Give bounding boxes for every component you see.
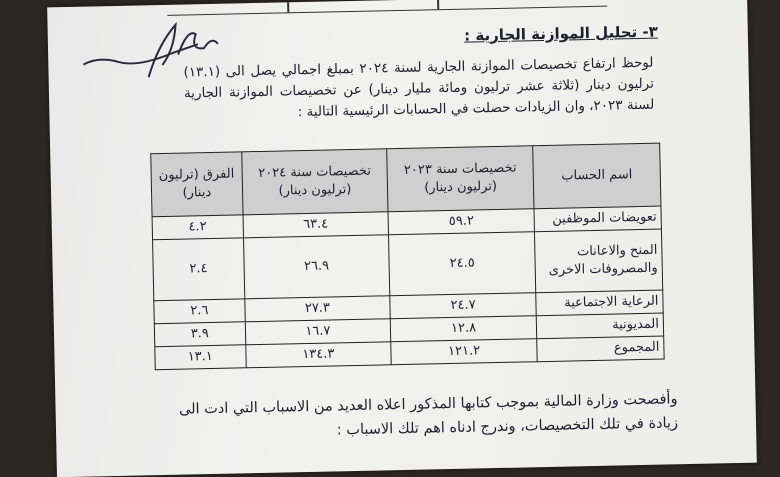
value-2024: ١٣٤.٣ [245, 342, 391, 368]
value-2023: ٥٩.٢ [388, 209, 534, 235]
value-2023: ١٢.٨ [391, 316, 537, 342]
value-difference: ١٣.١ [155, 345, 246, 370]
table-header-row [151, 143, 661, 217]
account-name: المجموع [537, 336, 664, 362]
value-2023: ١٢١.٢ [391, 339, 537, 365]
account-name: المديونية [536, 313, 663, 339]
col-difference: الفرق (ترليون دينار) [151, 152, 243, 217]
value-2024: ١٦.٧ [245, 319, 391, 345]
account-name: تعويضات الموظفين [534, 206, 661, 232]
col-2024: تخصيصات سنة ٢٠٢٤ (ترليون دينار) [241, 149, 388, 215]
top-table-border [167, 0, 607, 16]
document-page [47, 0, 757, 477]
value-difference: ٢.٤ [153, 238, 245, 301]
table-row [153, 229, 663, 301]
value-difference: ٤.٢ [152, 215, 243, 240]
value-2024: ٦٣.٤ [243, 212, 389, 238]
section-heading: ٣- تحليل الموازنة الجارية : [463, 22, 658, 45]
border-tick [437, 0, 439, 9]
value-2024: ٢٦.٩ [243, 235, 390, 299]
col-2023: تخصيصات سنة ٢٠٢٣ (ترليون دينار) [387, 146, 534, 212]
value-2024: ٢٧.٣ [244, 296, 390, 322]
account-name: الرعاية الاجتماعية [536, 290, 663, 316]
value-difference: ٣.٩ [154, 322, 245, 347]
col-account-name: اسم الحساب [533, 143, 661, 209]
value-2023: ٢٤.٥ [389, 232, 536, 296]
value-difference: ٢.٦ [154, 299, 245, 324]
value-2023: ٢٤.٧ [390, 293, 536, 319]
border-tick [287, 2, 289, 12]
closing-paragraph: وأفصحت وزارة المالية بموجب كتابها المذكور اعلاه العديد من الاسباب التي ادت الى زيادة في تلك التخصيصات، وندرج ادناه اهم تلك الاسباب : [178, 391, 679, 439]
allocations-table [150, 143, 664, 371]
intro-paragraph: لوحظ ارتفاع تخصيصات الموازنة الجارية لسنة ٢٠٢٤ بمبلغ اجمالي يصل الى (١٣.١) ترليون دينار (ثلاثة عشر ترليون ومائة مليار دينار) عن تخصيصات الموازنة الجارية لسنة ٢٠٢٣، وان الزيادات حصلت في الحسابات الرئيسية التالية : [183, 54, 655, 121]
account-name: المنح والاعانات والمصروفات الاخرى [534, 229, 662, 293]
